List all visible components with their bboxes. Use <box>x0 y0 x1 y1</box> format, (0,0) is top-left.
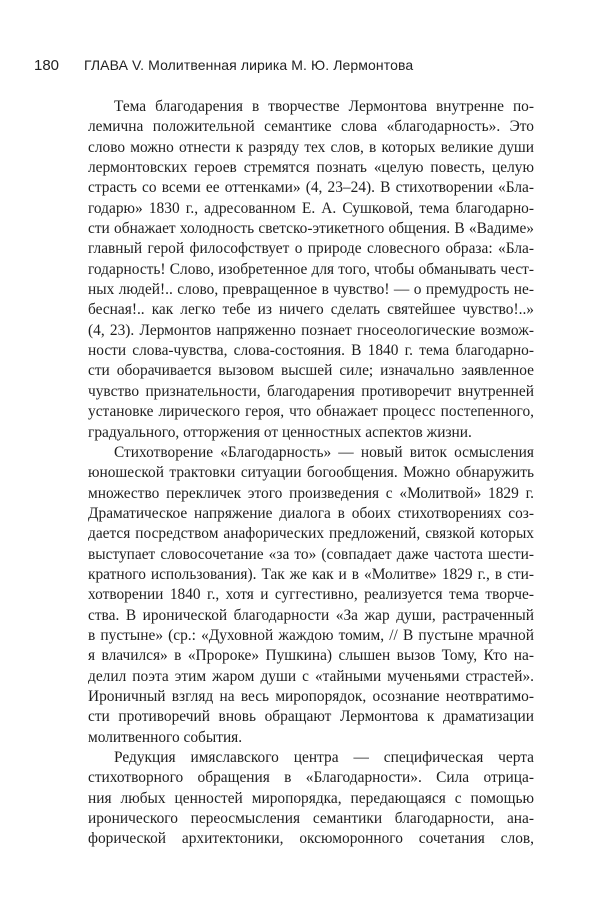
text-line: установке лирического героя, что обнажает процесс постепенного, <box>88 403 534 421</box>
body-text <box>88 97 534 850</box>
text-line: страсть со всеми ее оттенками» (4, 23–24). В стихотворении «Бла- <box>88 179 534 197</box>
text-line: сти обнажает холодность светско-этикетного общения. В «Вадиме» <box>88 220 534 238</box>
text-line: сти противоречий вновь обращают Лермонтова к драматизации <box>88 708 534 726</box>
text-line: множество перекличек этого произведения с «Молитвой» 1829 г. <box>88 484 534 502</box>
text-line: стихотворного обращения в «Благодарности». Сила отрица- <box>88 769 534 787</box>
text-line: в пустыне» (ср.: «Духовной жаждою томим, // В пустыне мрачной <box>88 626 534 644</box>
text-line: молитвенного события. <box>88 728 243 746</box>
text-line: я влачился» в «Пророке» Пушкина) слышен вызов Тому, Кто на- <box>88 647 534 665</box>
chapter-title: ГЛАВА V. Молитвенная лирика М. Ю. Лермонтова <box>84 57 414 73</box>
text-line: Ироничный взгляд на весь миропорядок, осознание неотвратимо- <box>88 687 534 705</box>
text-line: форической архитектоники, оксюморонного сочетания слов, <box>88 830 534 848</box>
text-line: хотворении 1840 г., хотя и суггестивно, реализуется тема творче- <box>88 586 534 604</box>
text-line: ния любых ценностей миропорядка, передающаяся с помощью <box>88 789 534 807</box>
text-line: иронического переосмысления семантики благодарности, ана- <box>88 810 534 828</box>
text-line: Стихотворение «Благодарность» — новый виток осмысления <box>114 443 534 461</box>
paragraph <box>88 443 534 748</box>
running-header <box>34 57 554 81</box>
text-line: ных людей!.. слово, превращенное в чувство! — о премудрость не- <box>88 281 534 299</box>
text-line: (4, 23). Лермонтов напряженно познает гносеологические возмож- <box>88 321 534 339</box>
text-line: ности слова-чувства, слова-состояния. В 1840 г. тема благодарно- <box>88 342 534 360</box>
text-line: слово можно отнести к разряду тех слов, в которых великие души <box>88 138 534 156</box>
text-line: кратного использования). Так же как и в «Молитве» 1829 г., в сти- <box>88 565 534 583</box>
text-line: Драматическое напряжение диалога в обоих стихотворениях соз- <box>88 504 534 522</box>
text-line: Редукция имяславского центра — специфическая черта <box>114 749 534 766</box>
text-line: лемична положительной семантике слова «благодарность». Это <box>88 118 534 136</box>
text-line: делил поэта этим жаром души с «тайными мученьями страстей». <box>88 667 534 685</box>
text-line: чувство признательности, благодарения противоречит внутренней <box>88 382 534 400</box>
text-line: сти оборачивается вызовом высшей силе; изначально заявленное <box>88 362 534 380</box>
text-line: дается посредством анафорических предложений, связкой которых <box>88 525 534 543</box>
text-line: юношеской трактовки ситуации богообщения. Можно обнаружить <box>88 464 534 482</box>
text-line: градуального, отторжения от ценностных аспектов жизни. <box>88 423 472 441</box>
page-number: 180 <box>34 57 60 74</box>
text-line: бесная!.. как легко тебе из ничего сделать святейшее чувство!..» <box>88 301 534 319</box>
text-line: годарю» 1830 г., адресованном Е. А. Сушковой, тема благодарно- <box>88 199 534 217</box>
paragraph <box>88 97 534 443</box>
text-line: ства. В иронической благодарности «За жар души, растраченный <box>88 606 534 624</box>
text-line: Тема благодарения в творчестве Лермонтова внутренне по- <box>114 98 534 115</box>
text-line: главный герой философствует о природе словесного образа: «Бла- <box>88 240 534 258</box>
text-line: лермонтовских героев стремятся познать «целую повесть, целую <box>88 159 534 177</box>
text-line: годарность! Слово, изобретенное для того, чтобы обманывать чест- <box>88 260 534 278</box>
paragraph <box>88 748 534 850</box>
text-line: выступает словосочетание «за то» (совпадает даже частота шести- <box>88 545 534 563</box>
